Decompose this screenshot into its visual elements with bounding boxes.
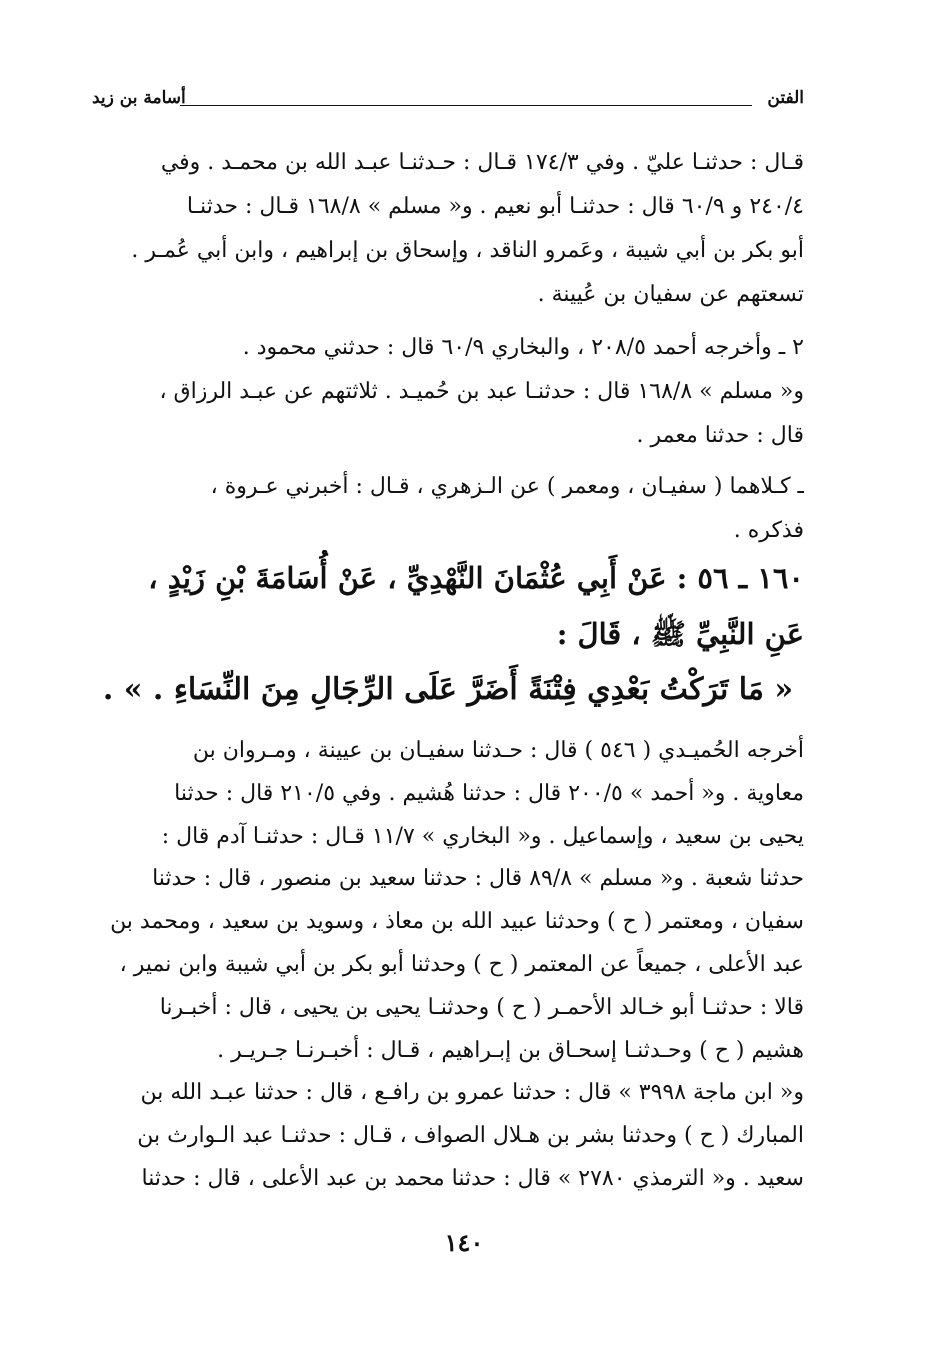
matn-line: « مَا تَرَكْتُ بَعْدِي فِتْنَةً أَضَرَّ عَلَى الرِّجَالِ مِنَ النِّسَاءِ . » .: [102, 672, 794, 707]
hadith-text: [92, 660, 804, 720]
text-line: و« ابن ماجة ٣٩٩٨ » قال : حدثنا عمرو بن رافـع ، قال : حدثنا عبـد الله بن: [140, 1080, 804, 1106]
text-line: حدثنا شعبة . و« مسلم » ٨٩/٨ قال : حدثنا سعيد بن منصور ، قال : حدثنا: [152, 866, 804, 892]
hadith-line: ١٦٠ ـ ٥٦ : عَنْ أَبِي عُثْمَانَ النَّهْدِيِّ ، عَنْ أُسَامَةَ بْنِ زَيْدٍ ،: [148, 561, 804, 595]
header-rule: [180, 105, 752, 106]
running-header: [92, 88, 804, 114]
text-line: المبارك ( ح ) وحدثنا بشر بن هـلال الصواف ، قـال : حدثنـا عبد الـوارث بن: [137, 1123, 804, 1149]
text-line: أبو بكر بن أبي شيبة ، وعَمرو الناقد ، وإسحاق بن إبراهيم ، وابن أبي عُمـر .: [131, 238, 804, 263]
text-line: معاوية . و« أحمد » ٢٠٠/٥ قال : حدثنا هُشيم . وفي ٢١٠/٥ قال : حدثنا: [174, 780, 804, 806]
header-section-title: أسامة بن زيد: [92, 88, 186, 108]
text-line: سعيد . و« الترمذي ٢٧٨٠ » قال : حدثنا محمد بن عبد الأعلى ، قال : حدثنا: [141, 1165, 804, 1191]
text-line: قـال : حدثنـا عليّ . وفي ١٧٤/٣ قـال : حـدثنـا عبـد الله بن محمـد . وفي: [160, 150, 804, 175]
hadith-line: عَنِ النَّبِيِّ ﷺ ، قَالَ :: [556, 617, 804, 651]
header-chapter-title: الفتن: [767, 88, 804, 108]
text-line: يحيى بن سعيد ، وإسماعيل . و« البخاري » ١١/٧ قـال : حدثنـا آدم قال :: [161, 823, 804, 849]
text-line: أخرجه الحُميـدي ( ٥٤٦ ) قال : حـدثنا سفيـان بن عيينة ، ومـروان بن: [192, 738, 804, 763]
takhrij-paragraph: [92, 730, 804, 1201]
hadith-heading: [92, 550, 804, 662]
text-line: فذكره .: [733, 518, 804, 543]
text-line: تسعتهم عن سفيان بن عُيينة .: [537, 282, 804, 307]
text-line: عبد الأعلى ، جميعاً عن المعتمر ( ح ) وحدثنا أبو بكر بن أبي شيبة وابن نمير ،: [119, 951, 804, 977]
paragraph-chain-1: [92, 141, 804, 317]
paragraph-chain-2: [92, 326, 804, 458]
text-line: ٢٤٠/٤ و ٦٠/٩ قال : حدثنـا أبو نعيم . و« مسلم » ١٦٨/٨ قـال : حدثنـا: [186, 194, 804, 219]
text-line: هشيم ( ح ) وحـدثنـا إسحـاق بن إبـراهيم ، قـال : أخبـرنـا جـريـر .: [217, 1037, 804, 1063]
text-line: قالا : حدثنـا أبو خـالد الأحمـر ( ح ) وحدثنـا يحيى بن يحيى ، قال : أخبـرنا: [159, 994, 804, 1020]
text-line: و« مسلم » ١٦٨/٨ قال : حدثنـا عبد بن حُميـد . ثلاثتهم عن عبـد الرزاق ،: [159, 379, 804, 404]
text-line: قال : حدثنا معمر .: [636, 423, 804, 448]
text-line: ٢ ـ وأخرجه أحمد ٢٠٨/٥ ، والبخاري ٦٠/٩ قال : حدثني محمود .: [242, 335, 804, 360]
text-line: سفيان ، ومعتمر ( ح ) وحدثنا عبيد الله بن معاذ ، وسويد بن سعيد ، ومحمد بن: [110, 909, 804, 935]
text-line: ـ كـلاهما ( سفيـان ، ومعمر ) عن الـزهري ، قـال : أخبرني عـروة ،: [210, 474, 804, 499]
paragraph-chain-3: [92, 465, 804, 553]
page-number: ١٤٠: [444, 1228, 484, 1257]
